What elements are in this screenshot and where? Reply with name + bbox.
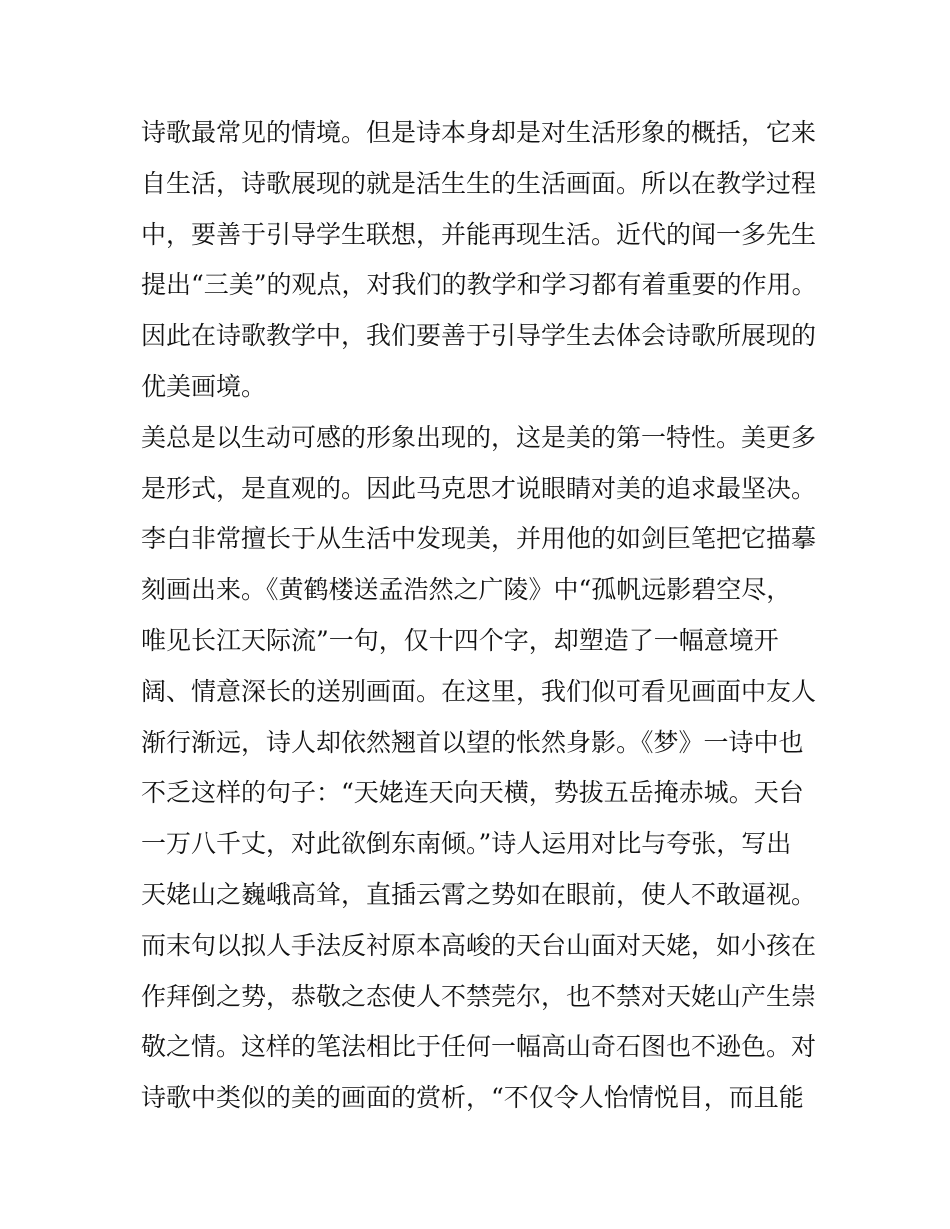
text-line: 天姥山之巍峨高耸，直插云霄之势如在眼前，使人不敢逼视。 [141,879,817,909]
text-line: 一万八千丈，对此欲倒东南倾。”诗人运用对比与夸张，写出 [141,829,792,859]
body-text [141,108,821,1124]
text-line: 敬之情。这样的笔法相比于任何一幅高山奇石图也不逊色。对 [141,1032,817,1062]
text-line: 中，要善于引导学生联想，并能再现生活。近代的闻一多先生 [141,219,817,249]
text-line: 李白非常擅长于从生活中发现美，并用他的如剑巨笔把它描摹 [141,524,817,554]
text-line: 刻画出来。《黄鹤楼送孟浩然之广陵》中“孤帆远影碧空尽， [141,575,792,605]
text-line: 不乏这样的句子：“天姥连天向天横，势拔五岳掩赤城。天台 [141,778,804,808]
text-line: 是形式，是直观的。因此马克思才说眼睛对美的追求最坚决。 [141,473,817,503]
text-line: 因此在诗歌教学中，我们要善于引导学生去体会诗歌所展现的 [141,321,817,351]
text-line: 作拜倒之势，恭敬之态使人不禁莞尔，也不禁对天姥山产生崇 [141,981,817,1011]
text-line: 唯见长江天际流”一句，仅十四个字，却塑造了一幅意境开 [141,625,779,655]
text-line: 诗歌中类似的美的画面的赏析，“不仅令人怡情悦目，而且能 [141,1083,804,1113]
text-line: 诗歌最常见的情境。但是诗本身却是对生活形象的概括，它来 [141,118,817,147]
text-line: 美总是以生动可感的形象出现的，这是美的第一特性。美更多 [141,422,817,452]
text-line: 提出“三美”的观点，对我们的教学和学习都有着重要的作用。 [141,270,817,300]
text-line: 阔、情意深长的送别画面。在这里，我们似可看见画面中友人 [141,676,817,706]
text-line: 而末句以拟人手法反衬原本高峻的天台山面对天姥，如小孩在 [141,930,817,960]
text-line: 优美画境。 [141,371,267,401]
text-line: 渐行渐远，诗人却依然翘首以望的怅然身影。《梦》一诗中也 [141,727,804,757]
text-line: 自生活，诗歌展现的就是活生生的生活画面。所以在教学过程 [141,168,817,198]
